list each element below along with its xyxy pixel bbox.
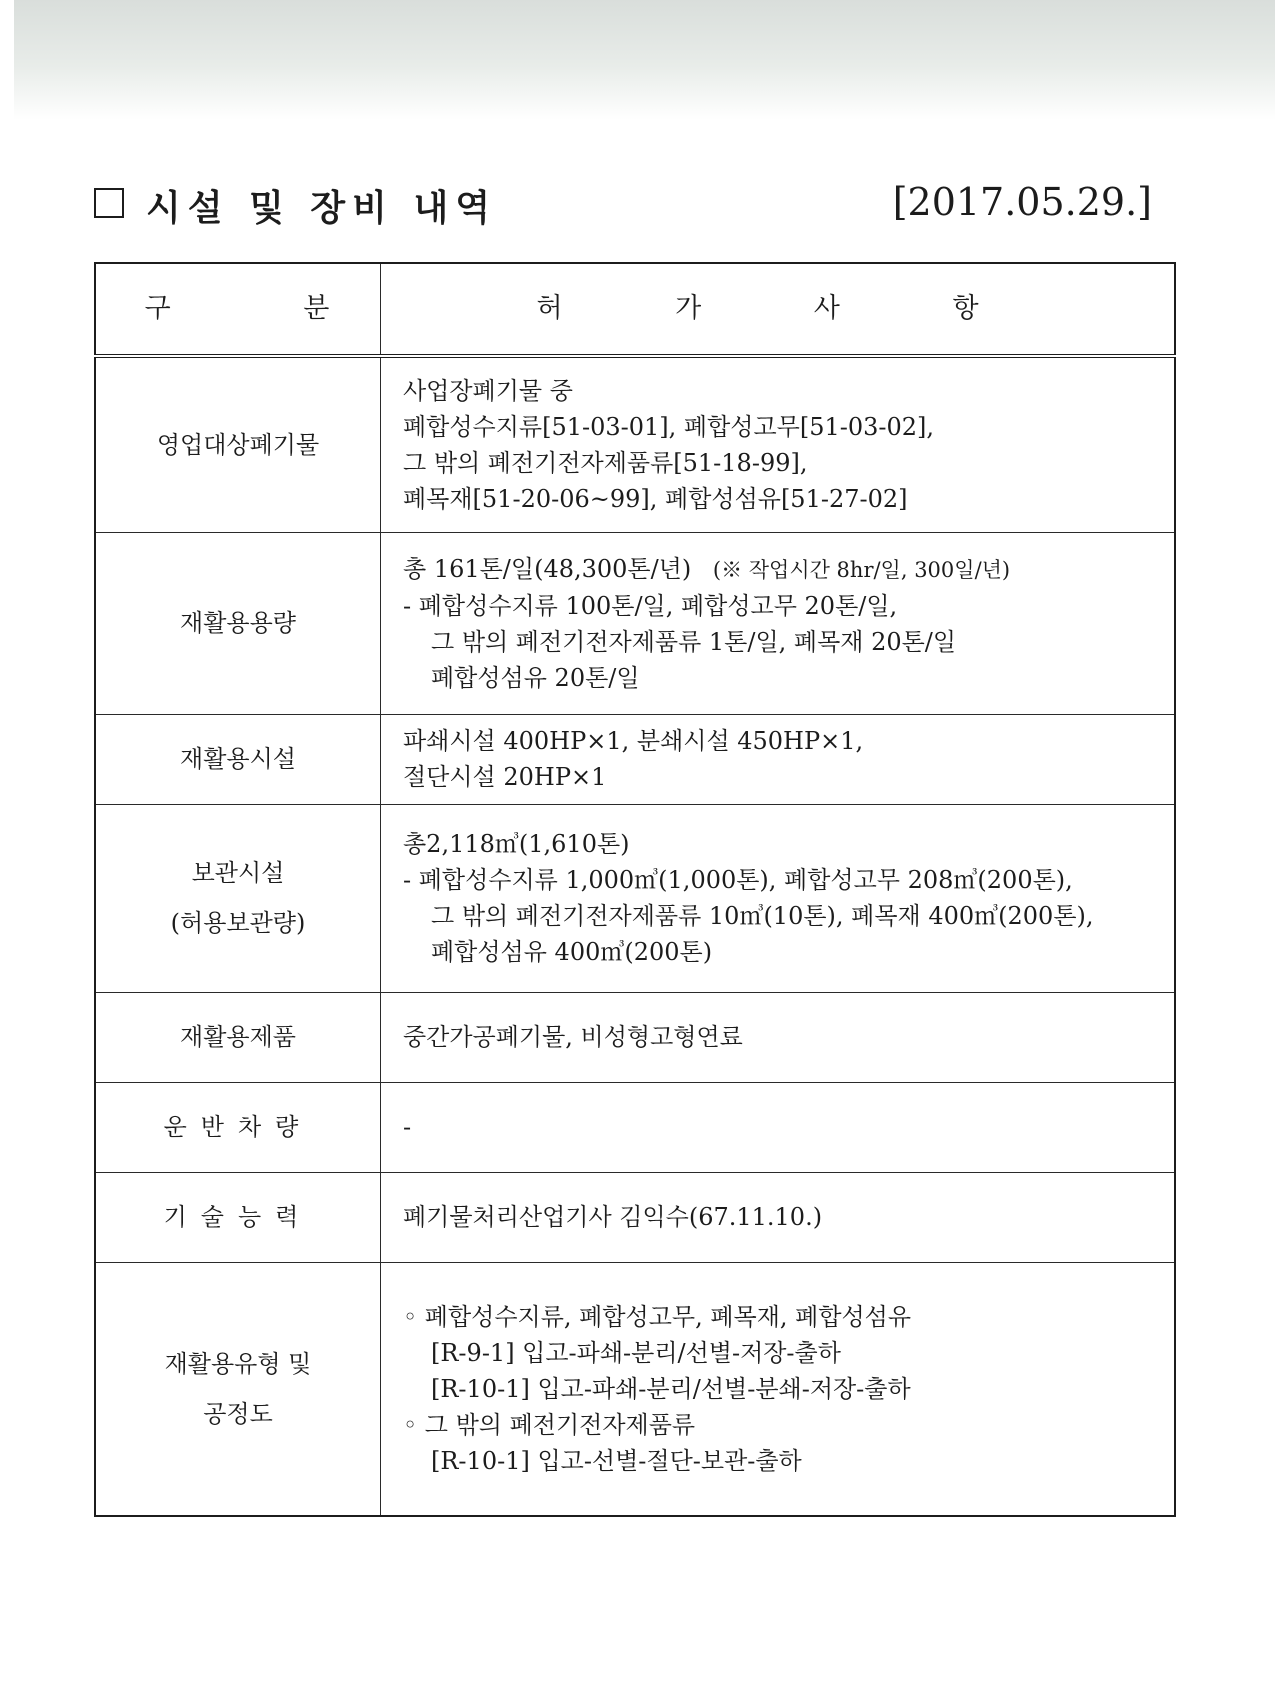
row-content — [381, 1172, 1176, 1262]
capacity-total: 총 161톤/일(48,300톤/년) — [403, 554, 692, 583]
checkbox-square-icon — [94, 188, 124, 218]
content-line: [R-10-1] 입고-파쇄-분리/선별-분쇄-저장-출하 — [431, 1374, 911, 1403]
row-content — [381, 714, 1176, 804]
scan-edge — [1275, 0, 1285, 1700]
row-label — [95, 1082, 381, 1172]
content-line — [403, 551, 1160, 588]
document-date: [2017.05.29.] — [892, 180, 1152, 224]
row-label: 재활용용량 — [95, 532, 381, 714]
content-line: 폐목재[51-20-06~99], 폐합성섬유[51-27-02] — [403, 484, 908, 513]
table-row — [95, 1082, 1175, 1172]
content-line: 폐합성섬유 20톤/일 — [431, 663, 640, 692]
content-line: 총2,118㎥(1,610톤) — [403, 830, 630, 858]
content-line: 중간가공폐기물, 비성형고형연료 — [403, 1023, 743, 1051]
header-details — [381, 263, 1176, 356]
row-label-text: 운반차량 — [163, 1113, 313, 1141]
row-content — [381, 992, 1176, 1082]
content-line: ◦ 그 밖의 폐전기전자제품류 — [403, 1410, 696, 1439]
table-row — [95, 1262, 1175, 1516]
header-category — [95, 263, 381, 356]
row-content — [381, 1262, 1176, 1516]
content-line: 폐합성수지류[51-03-01], 폐합성고무[51-03-02], — [403, 412, 935, 441]
table-row — [95, 804, 1175, 992]
row-label-line: 공정도 — [203, 1399, 273, 1428]
row-label-line: 보관시설 — [191, 859, 285, 887]
row-label: 재활용제품 — [95, 992, 381, 1082]
table-row — [95, 714, 1175, 804]
row-content — [381, 532, 1176, 714]
facility-equipment-table — [94, 262, 1176, 1517]
content-line: - 폐합성수지류 100톤/일, 폐합성고무 20톤/일, — [403, 591, 898, 620]
work-hours-note: (※ 작업시간 8hr/일, 300일/년) — [712, 557, 1011, 582]
content-line: 폐기물처리산업기사 김익수(67.11.10.) — [403, 1203, 823, 1231]
row-label: 영업대상폐기물 — [95, 356, 381, 532]
table-row — [95, 532, 1175, 714]
content-line: 그 밖의 폐전기전자제품류 1톤/일, 폐목재 20톤/일 — [431, 627, 957, 656]
document-heading — [92, 176, 1152, 236]
table-header-row — [95, 263, 1175, 356]
content-line: [R-10-1] 입고-선별-절단-보관-출하 — [431, 1446, 802, 1475]
document-title: 시설 및 장비 내역 — [146, 187, 498, 229]
header-category-text: 구 분 — [144, 293, 332, 324]
content-line: 파쇄시설 400HP×1, 분쇄시설 450HP×1, — [403, 727, 864, 755]
content-line: 폐합성섬유 400㎥(200톤) — [431, 938, 713, 966]
row-label-line: (허용보관량) — [170, 909, 306, 937]
row-label — [95, 1172, 381, 1262]
row-label — [95, 804, 381, 992]
row-content — [381, 356, 1176, 532]
row-label — [95, 1262, 381, 1516]
content-line: ◦ 폐합성수지류, 폐합성고무, 폐목재, 폐합성섬유 — [403, 1302, 912, 1331]
row-label-line: 재활용유형 및 — [164, 1349, 312, 1378]
scan-edge — [0, 0, 14, 1700]
content-line: 그 밖의 폐전기전자제품류[51-18-99], — [403, 448, 808, 477]
row-label: 재활용시설 — [95, 714, 381, 804]
content-line: 그 밖의 폐전기전자제품류 10㎥(10톤), 폐목재 400㎥(200톤), — [431, 902, 1094, 930]
row-label-text: 기술능력 — [163, 1203, 313, 1231]
table-row — [95, 356, 1175, 532]
scan-background — [0, 0, 1285, 120]
table-row — [95, 1172, 1175, 1262]
header-details-text: 허 가 사 항 — [536, 293, 1019, 324]
row-content — [381, 1082, 1176, 1172]
content-line: [R-9-1] 입고-파쇄-분리/선별-저장-출하 — [431, 1338, 841, 1367]
content-line: 절단시설 20HP×1 — [403, 763, 607, 791]
row-content — [381, 804, 1176, 992]
content-line: 사업장폐기물 중 — [403, 376, 573, 405]
content-line: - — [403, 1113, 412, 1141]
table-row — [95, 992, 1175, 1082]
content-line: - 폐합성수지류 1,000㎥(1,000톤), 폐합성고무 208㎥(200톤), — [403, 866, 1073, 894]
